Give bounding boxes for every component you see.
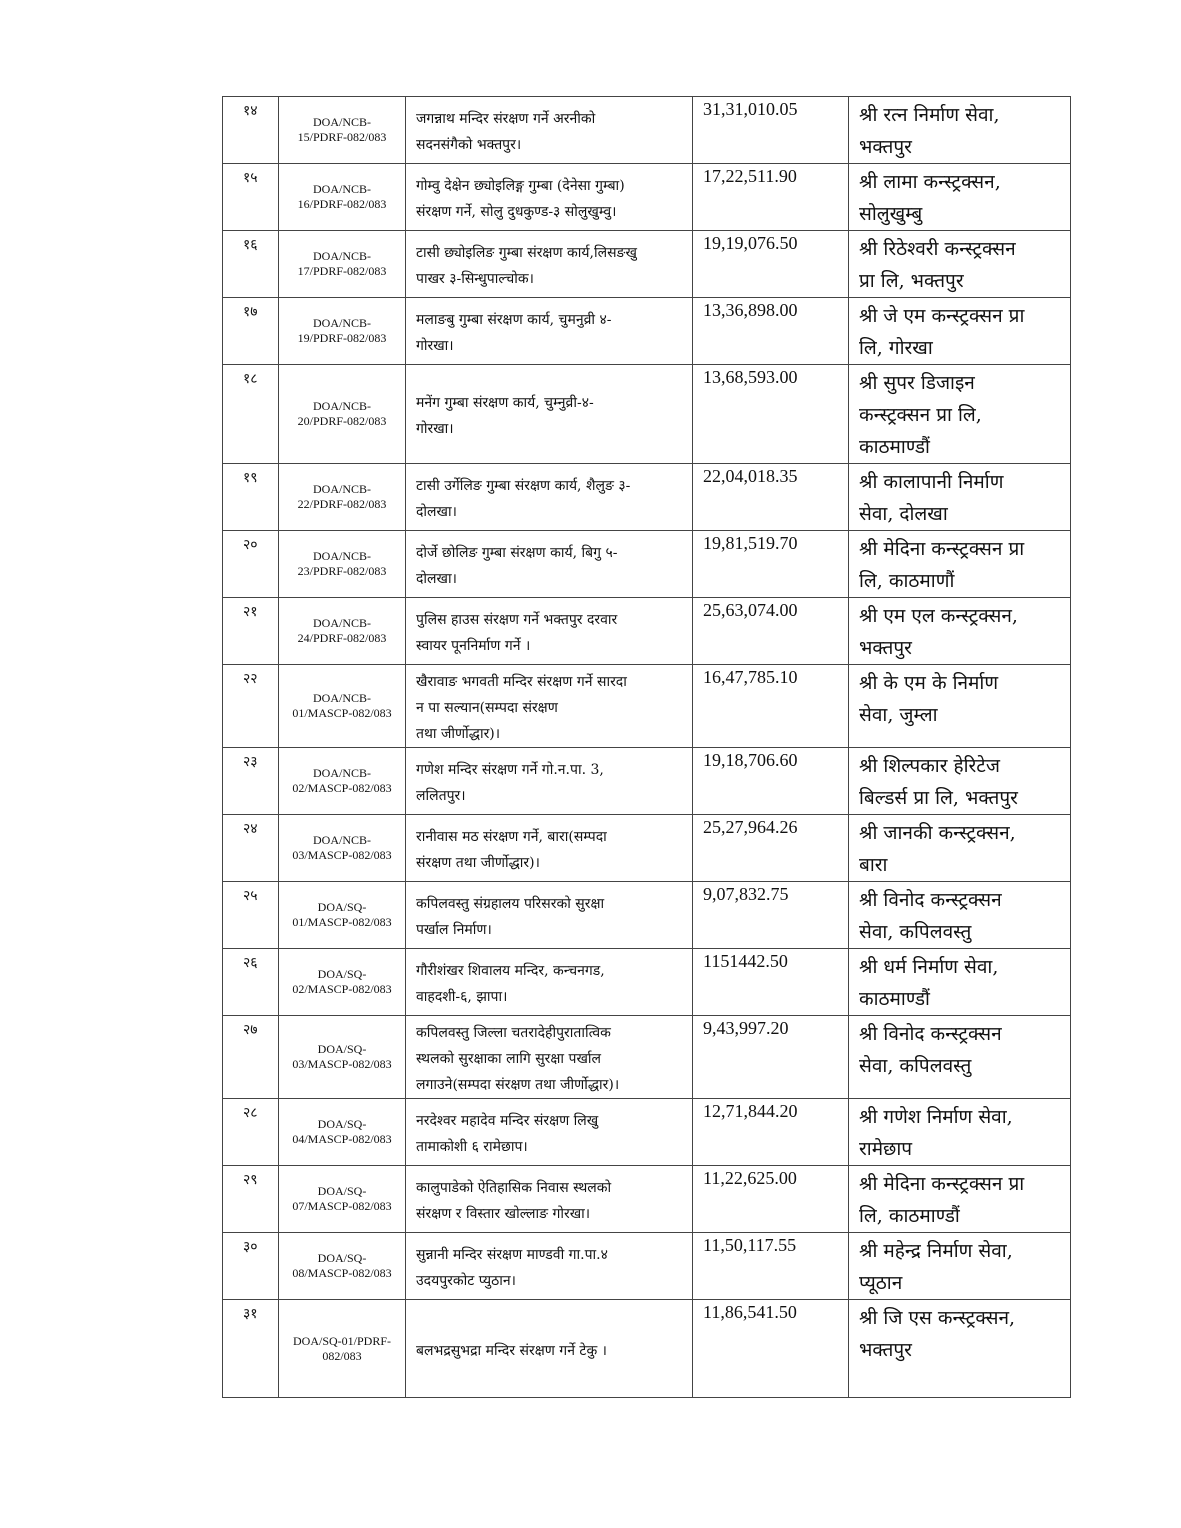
description-cell bbox=[406, 365, 693, 464]
contractor-cell-line: श्री के एम के निर्माण bbox=[859, 672, 999, 694]
contractor-cell-line: भक्तपुर bbox=[859, 136, 912, 158]
contractor-cell-line: श्री शिल्पकार हेरिटेज bbox=[859, 755, 1000, 777]
serial-number-cell: २९ bbox=[223, 1166, 279, 1233]
serial-number-cell: ३१ bbox=[223, 1300, 279, 1398]
serial-number-cell: २० bbox=[223, 531, 279, 598]
contractor-cell-line: श्री धर्म निर्माण सेवा, bbox=[859, 956, 999, 978]
description-cell-line: सुन्नानी मन्दिर संरक्षण माण्डवी गा.पा.४ bbox=[416, 1247, 608, 1263]
serial-number-cell: २१ bbox=[223, 598, 279, 665]
description-cell-line: तथा जीर्णोद्धार)। bbox=[416, 726, 501, 742]
description-cell bbox=[406, 815, 693, 882]
description-cell-line: दोर्जे छोलिङ गुम्बा संरक्षण कार्य, बिगु ५- bbox=[416, 545, 618, 561]
contractor-cell bbox=[849, 1300, 1071, 1398]
contractor-cell bbox=[849, 365, 1071, 464]
description-cell-line: टासी छ्योइलिङ गुम्बा संरक्षण कार्य,लिसङखु bbox=[416, 245, 637, 261]
contractor-cell bbox=[849, 97, 1071, 164]
contract-code-cell-line: DOA/SQ- bbox=[317, 1184, 367, 1198]
description-cell-line: तामाकोशी ६ रामेछाप। bbox=[416, 1139, 528, 1155]
contract-code-cell-line: 08/MASCP-082/083 bbox=[292, 1266, 392, 1280]
contractor-cell-line: सेवा, कपिलवस्तु bbox=[859, 921, 972, 943]
contract-code-cell-line: DOA/NCB- bbox=[312, 766, 371, 780]
contract-code-cell-line: 01/MASCP-082/083 bbox=[292, 706, 392, 720]
contract-code-cell-line: 24/PDRF-082/083 bbox=[297, 631, 387, 645]
contract-code-cell bbox=[279, 464, 406, 531]
contract-code-cell-line: 082/083 bbox=[322, 1348, 362, 1363]
contractor-cell bbox=[849, 882, 1071, 949]
description-cell-line: मलाङबु गुम्बा संरक्षण कार्य, चुमनुव्री ४- bbox=[416, 312, 612, 328]
contractor-cell bbox=[849, 1099, 1071, 1166]
contract-code-cell bbox=[279, 748, 406, 815]
table-row bbox=[223, 164, 1071, 231]
contractor-cell bbox=[849, 748, 1071, 815]
contract-code-cell-line: DOA/SQ- bbox=[317, 1251, 367, 1265]
contract-code-cell-line: 15/PDRF-082/083 bbox=[297, 130, 387, 144]
amount-cell: 19,19,076.50 bbox=[693, 231, 849, 298]
contractor-cell-line: श्री कालापानी निर्माण bbox=[859, 471, 1004, 493]
contract-code-cell-line: DOA/SQ-01/PDRF- bbox=[292, 1333, 391, 1348]
contract-code-cell-line: 01/MASCP-082/083 bbox=[292, 915, 392, 929]
description-cell-line: वाहदशी-६, झापा। bbox=[416, 989, 508, 1005]
contract-code-cell bbox=[279, 298, 406, 365]
description-cell bbox=[406, 598, 693, 665]
contract-code-cell bbox=[279, 164, 406, 231]
contract-code-cell-line: 03/MASCP-082/083 bbox=[292, 1057, 392, 1071]
amount-cell: 17,22,511.90 bbox=[693, 164, 849, 231]
amount-cell: 11,86,541.50 bbox=[693, 1300, 849, 1398]
contractor-cell-line: श्री रिठेश्वरी कन्स्ट्रक्सन bbox=[859, 238, 1016, 260]
contractor-cell-line: भक्तपुर bbox=[859, 637, 912, 659]
contract-code-cell bbox=[279, 882, 406, 949]
contractor-cell-line: श्री सुपर डिजाइन bbox=[859, 372, 975, 394]
description-cell-line: स्वायर पूननिर्माण गर्ने । bbox=[416, 638, 531, 654]
serial-number-cell: २७ bbox=[223, 1016, 279, 1099]
description-cell bbox=[406, 464, 693, 531]
table-row bbox=[223, 1016, 1071, 1099]
contract-code-cell bbox=[279, 531, 406, 598]
contract-code-cell-line: 02/MASCP-082/083 bbox=[292, 781, 392, 795]
table-row bbox=[223, 231, 1071, 298]
description-cell bbox=[406, 748, 693, 815]
contracts-table bbox=[222, 96, 1071, 1398]
description-cell-line: गोरखा। bbox=[416, 421, 454, 437]
table-row bbox=[223, 1099, 1071, 1166]
contract-code-cell-line: 22/PDRF-082/083 bbox=[297, 497, 387, 511]
contract-code-cell bbox=[279, 1233, 406, 1300]
description-cell bbox=[406, 97, 693, 164]
contractor-cell-line: काठमाण्डौं bbox=[859, 988, 930, 1010]
description-cell bbox=[406, 882, 693, 949]
serial-number-cell: १५ bbox=[223, 164, 279, 231]
contractor-cell-line: लि, गोरखा bbox=[859, 337, 933, 359]
amount-cell: 13,36,898.00 bbox=[693, 298, 849, 365]
amount-cell: 11,22,625.00 bbox=[693, 1166, 849, 1233]
contract-code-cell bbox=[279, 1300, 406, 1398]
description-cell-line: बलभद्रसुभद्रा मन्दिर संरक्षण गर्ने टेकु । bbox=[416, 1342, 607, 1359]
amount-cell: 9,43,997.20 bbox=[693, 1016, 849, 1099]
description-cell-line: नरदेश्वर महादेव मन्दिर संरक्षण लिखु bbox=[416, 1113, 599, 1129]
contractor-cell-line: श्री विनोद कन्स्ट्रक्सन bbox=[859, 1023, 1002, 1045]
contract-code-cell-line: DOA/NCB- bbox=[312, 249, 371, 263]
contract-code-cell-line: DOA/NCB- bbox=[312, 399, 371, 413]
contract-code-cell-line: 04/MASCP-082/083 bbox=[292, 1132, 392, 1146]
contract-code-cell bbox=[279, 598, 406, 665]
table-row bbox=[223, 882, 1071, 949]
serial-number-cell: २६ bbox=[223, 949, 279, 1016]
amount-cell: 31,31,010.05 bbox=[693, 97, 849, 164]
serial-number-cell: १८ bbox=[223, 365, 279, 464]
description-cell-line: पर्खाल निर्माण। bbox=[416, 922, 492, 938]
contractor-cell-line: श्री विनोद कन्स्ट्रक्सन bbox=[859, 889, 1002, 911]
table-row bbox=[223, 665, 1071, 748]
description-cell-line: टासी उर्गेलिङ गुम्बा संरक्षण कार्य, शैलुङ ३- bbox=[416, 478, 631, 494]
amount-cell: 12,71,844.20 bbox=[693, 1099, 849, 1166]
description-cell bbox=[406, 1099, 693, 1166]
contractor-cell bbox=[849, 1166, 1071, 1233]
description-cell-line: स्थलको सुरक्षाका लागि सुरक्षा पर्खाल bbox=[416, 1051, 602, 1067]
contractor-cell-line: सेवा, कपिलवस्तु bbox=[859, 1055, 972, 1077]
amount-cell: 11,50,117.55 bbox=[693, 1233, 849, 1300]
description-cell-line: कालुपाडेको ऐतिहासिक निवास स्थलको bbox=[416, 1180, 612, 1196]
contractor-cell-line: श्री जि एस कन्स्ट्रक्सन, bbox=[859, 1307, 1016, 1329]
contract-code-cell-line: DOA/SQ- bbox=[317, 1042, 367, 1056]
serial-number-cell: १९ bbox=[223, 464, 279, 531]
table-row bbox=[223, 949, 1071, 1016]
description-cell-line: दोलखा। bbox=[416, 504, 457, 520]
contract-code-cell-line: 19/PDRF-082/083 bbox=[297, 331, 387, 345]
contract-code-cell bbox=[279, 949, 406, 1016]
serial-number-cell: २४ bbox=[223, 815, 279, 882]
contract-code-cell-line: DOA/NCB- bbox=[312, 616, 371, 630]
contractor-cell bbox=[849, 464, 1071, 531]
contractor-cell bbox=[849, 665, 1071, 748]
contract-code-cell bbox=[279, 231, 406, 298]
contractor-cell bbox=[849, 164, 1071, 231]
contractor-cell-line: श्री लामा कन्स्ट्रक्सन, bbox=[859, 171, 1001, 193]
description-cell-line: संरक्षण तथा जीर्णोद्धार)। bbox=[416, 855, 540, 871]
description-cell bbox=[406, 231, 693, 298]
contractor-cell-line: लि, काठमाण्डौं bbox=[859, 1205, 960, 1227]
description-cell bbox=[406, 164, 693, 231]
amount-cell: 1151442.50 bbox=[693, 949, 849, 1016]
contract-code-cell-line: 03/MASCP-082/083 bbox=[292, 848, 392, 862]
description-cell-line: पुलिस हाउस संरक्षण गर्ने भक्तपुर दरवार bbox=[416, 612, 618, 628]
description-cell-line: गोरखा। bbox=[416, 338, 454, 354]
contract-code-cell-line: DOA/NCB- bbox=[312, 182, 371, 196]
contract-code-cell bbox=[279, 1099, 406, 1166]
contract-code-cell-line: DOA/NCB- bbox=[312, 482, 371, 496]
amount-cell: 19,81,519.70 bbox=[693, 531, 849, 598]
contractor-cell-line: श्री महेन्द्र निर्माण सेवा, bbox=[859, 1240, 1013, 1262]
description-cell-line: गौरीशंखर शिवालय मन्दिर, कन्चनगड, bbox=[416, 963, 605, 979]
serial-number-cell: २८ bbox=[223, 1099, 279, 1166]
table-row bbox=[223, 365, 1071, 464]
table-row bbox=[223, 97, 1071, 164]
contractor-cell-line: काठमाण्डौं bbox=[859, 436, 930, 458]
contractor-cell-line: सोलुखुम्बु bbox=[859, 203, 923, 225]
contractor-cell-line: सेवा, जुम्ला bbox=[859, 704, 938, 726]
description-cell-line: मनेंग गुम्बा संरक्षण कार्य, चुम्नुव्री-४- bbox=[416, 395, 594, 411]
description-cell bbox=[406, 531, 693, 598]
contract-code-cell-line: 23/PDRF-082/083 bbox=[297, 564, 387, 578]
contract-code-cell bbox=[279, 815, 406, 882]
description-cell-line: गणेश मन्दिर संरक्षण गर्ने गो.न.पा. 3, bbox=[416, 762, 604, 778]
contractor-cell bbox=[849, 598, 1071, 665]
serial-number-cell: १४ bbox=[223, 97, 279, 164]
description-cell-line: ललितपुर। bbox=[416, 788, 466, 804]
description-cell bbox=[406, 1166, 693, 1233]
description-cell bbox=[406, 298, 693, 365]
contractor-cell-line: श्री रत्न निर्माण सेवा, bbox=[859, 104, 1000, 126]
contracts-table-body bbox=[223, 97, 1071, 1398]
contract-code-cell-line: DOA/SQ- bbox=[317, 900, 367, 914]
contract-code-cell-line: DOA/NCB- bbox=[312, 316, 371, 330]
amount-cell: 9,07,832.75 bbox=[693, 882, 849, 949]
contractor-cell-line: रामेछाप bbox=[859, 1138, 913, 1160]
contractor-cell-line: लि, काठमाणौं bbox=[859, 570, 955, 592]
description-cell-line: गोम्वु देक्षेन छ्योइलिङ्ग गुम्बा (देनेसा गुम्बा) bbox=[416, 178, 625, 194]
contract-code-cell bbox=[279, 665, 406, 748]
table-row bbox=[223, 464, 1071, 531]
amount-cell: 25,63,074.00 bbox=[693, 598, 849, 665]
serial-number-cell: २३ bbox=[223, 748, 279, 815]
contract-code-cell bbox=[279, 97, 406, 164]
contract-code-cell bbox=[279, 365, 406, 464]
contractor-cell bbox=[849, 298, 1071, 365]
description-cell-line: जगन्नाथ मन्दिर संरक्षण गर्ने अरनीको bbox=[416, 111, 596, 127]
contractor-cell-line: श्री जानकी कन्स्ट्रक्सन, bbox=[859, 822, 1016, 844]
table-row bbox=[223, 531, 1071, 598]
contractor-cell-line: श्री मेदिना कन्स्ट्रक्सन प्रा bbox=[859, 1173, 1025, 1195]
contractor-cell bbox=[849, 531, 1071, 598]
description-cell-line: सदनसंगैको भक्तपुर। bbox=[416, 137, 522, 153]
contractor-cell bbox=[849, 1016, 1071, 1099]
amount-cell: 19,18,706.60 bbox=[693, 748, 849, 815]
contractor-cell-line: सेवा, दोलखा bbox=[859, 503, 948, 525]
amount-cell: 13,68,593.00 bbox=[693, 365, 849, 464]
contractor-cell bbox=[849, 815, 1071, 882]
contractor-cell-line: श्री जे एम कन्स्ट्रक्सन प्रा bbox=[859, 305, 1025, 327]
amount-cell: 22,04,018.35 bbox=[693, 464, 849, 531]
contractor-cell bbox=[849, 949, 1071, 1016]
contractor-cell-line: बारा bbox=[859, 854, 888, 876]
contractor-cell bbox=[849, 1233, 1071, 1300]
contract-code-cell-line: 02/MASCP-082/083 bbox=[292, 982, 392, 996]
table-row bbox=[223, 1166, 1071, 1233]
table-row bbox=[223, 748, 1071, 815]
description-cell-line: खैरावाङ भगवती मन्दिर संरक्षण गर्ने सारदा bbox=[416, 674, 627, 690]
contract-code-cell-line: DOA/SQ- bbox=[317, 1117, 367, 1131]
contract-code-cell-line: DOA/NCB- bbox=[312, 691, 371, 705]
table-row bbox=[223, 1300, 1071, 1398]
description-cell-line: न पा सल्यान(सम्पदा संरक्षण bbox=[416, 700, 558, 716]
description-cell-line: कपिलवस्तु जिल्ला चतरादेहीपुरातात्विक bbox=[416, 1025, 611, 1041]
description-cell bbox=[406, 1016, 693, 1099]
contractor-cell bbox=[849, 231, 1071, 298]
contractor-cell-line: श्री गणेश निर्माण सेवा, bbox=[859, 1106, 1013, 1128]
contract-code-cell-line: 20/PDRF-082/083 bbox=[297, 414, 387, 428]
contractor-cell-line: प्यूठान bbox=[859, 1272, 903, 1294]
description-cell-line: लगाउने(सम्पदा संरक्षण तथा जीर्णोद्धार)। bbox=[416, 1077, 620, 1093]
description-cell-line: उदयपुरकोट प्युठान। bbox=[416, 1273, 516, 1289]
table-row bbox=[223, 298, 1071, 365]
description-cell-line: रानीवास मठ संरक्षण गर्ने, बारा(सम्पदा bbox=[416, 829, 607, 845]
table-row bbox=[223, 815, 1071, 882]
serial-number-cell: ३० bbox=[223, 1233, 279, 1300]
contractor-cell-line: प्रा लि, भक्तपुर bbox=[859, 270, 964, 292]
serial-number-cell: २५ bbox=[223, 882, 279, 949]
contractor-cell-line: कन्स्ट्रक्सन प्रा लि, bbox=[859, 404, 982, 426]
contract-code-cell bbox=[279, 1166, 406, 1233]
description-cell bbox=[406, 1300, 693, 1398]
contract-code-cell-line: 17/PDRF-082/083 bbox=[297, 264, 387, 278]
contract-code-cell-line: 07/MASCP-082/083 bbox=[292, 1199, 392, 1213]
contract-code-cell-line: DOA/SQ- bbox=[317, 967, 367, 981]
description-cell bbox=[406, 949, 693, 1016]
contractor-cell-line: श्री मेदिना कन्स्ट्रक्सन प्रा bbox=[859, 538, 1025, 560]
contractor-cell-line: भक्तपुर bbox=[859, 1339, 912, 1361]
table-row bbox=[223, 1233, 1071, 1300]
contract-code-cell-line: DOA/NCB- bbox=[312, 833, 371, 847]
serial-number-cell: १७ bbox=[223, 298, 279, 365]
description-cell bbox=[406, 1233, 693, 1300]
contract-code-cell-line: DOA/NCB- bbox=[312, 549, 371, 563]
serial-number-cell: १६ bbox=[223, 231, 279, 298]
description-cell-line: संरक्षण गर्ने, सोलु दुधकुण्ड-३ सोलुखुम्वु। bbox=[416, 204, 617, 220]
description-cell-line: कपिलवस्तु संग्रहालय परिसरको सुरक्षा bbox=[416, 896, 605, 912]
contract-code-cell bbox=[279, 1016, 406, 1099]
description-cell-line: संरक्षण र विस्तार खोल्लाङ गोरखा। bbox=[416, 1206, 591, 1222]
contractor-cell-line: श्री एम एल कन्स्ट्रक्सन, bbox=[859, 605, 1018, 627]
description-cell-line: दोलखा। bbox=[416, 571, 457, 587]
amount-cell: 16,47,785.10 bbox=[693, 665, 849, 748]
amount-cell: 25,27,964.26 bbox=[693, 815, 849, 882]
description-cell bbox=[406, 665, 693, 748]
contract-code-cell-line: 16/PDRF-082/083 bbox=[297, 197, 387, 211]
description-cell-line: पाखर ३-सिन्धुपाल्चोक। bbox=[416, 271, 534, 287]
contractor-cell-line: बिल्डर्स प्रा लि, भक्तपुर bbox=[859, 787, 1018, 809]
contract-code-cell-line: DOA/NCB- bbox=[312, 115, 371, 129]
serial-number-cell: २२ bbox=[223, 665, 279, 748]
table-row bbox=[223, 598, 1071, 665]
